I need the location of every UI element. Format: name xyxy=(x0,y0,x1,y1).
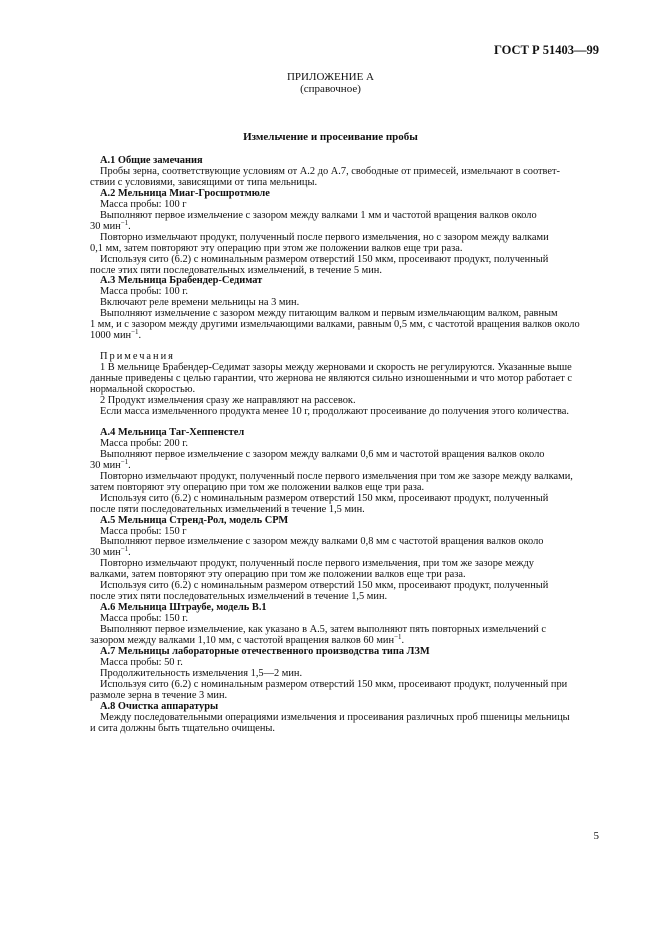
appendix-note: (справочное) xyxy=(300,83,361,95)
a1-text-line2: ствии с условиями, зависящими от типа мельницы. xyxy=(90,176,318,188)
a3-p1-line2: 1 мм, и с зазором между другими измельчающими валками, равным 0,5 мм, с частотой вращения валков около xyxy=(90,319,580,331)
a7-duration: Продолжительность измельчения 1,5—2 мин. xyxy=(100,667,303,679)
a5-p1-line2: 30 мин$^{-1}$. xyxy=(90,545,131,559)
a5-p3-line1: Используя сито (6.2) с номинальным размером отверстий 150 мкм, просеивают продукт, полученный xyxy=(100,580,549,592)
heading-a6: А.6 Мельница Штраубе, модель В.1 xyxy=(100,602,267,614)
document-body xyxy=(90,156,598,735)
a4-p2-line2: затем повторяют эту операцию при том же положении валков еще три раза. xyxy=(90,481,425,493)
a2-p2-line2: 0,1 мм, затем повторяют эту операцию при этом же положении валков еще три раза. xyxy=(90,242,463,254)
a1-text-line1: Пробы зерна, соответствующие условиям от А.2 до А.7, свободные от примесей, измельчают в соответ- xyxy=(100,165,561,177)
a2-p3-line1: Используя сито (6.2) с номинальным размером отверстий 150 мкм, просеивают продукт, полученный xyxy=(100,253,549,265)
a4-p3-line2: после пяти последовательных измельчений в течение 1,5 мин. xyxy=(90,503,365,515)
a6-p1-line1: Выполняют первое измельчение, как указано в А.5, затем выполняют пять повторных измельчений с xyxy=(100,624,546,636)
note1-line3: нормальной скоростью. xyxy=(90,384,196,396)
a7-p1-line2: размоле зерна в течение 3 мин. xyxy=(90,689,228,701)
a4-p1-line2: 30 мин$^{-1}$. xyxy=(90,457,131,471)
note2: 2 Продукт измельчения сразу же направляют на рассевок. xyxy=(100,395,356,407)
a7-p1-line1: Используя сито (6.2) с номинальным размером отверстий 150 мкм, просеивают продукт, полученный при xyxy=(100,678,568,690)
heading-a2: А.2 Мельница Миаг-Гросшротмюле xyxy=(100,187,270,199)
section-title: Измельчение и просеивание пробы xyxy=(243,131,418,143)
a7-mass: Масса пробы: 50 г. xyxy=(100,656,183,668)
heading-a4: А.4 Мельница Таг-Хеппенстел xyxy=(100,426,245,438)
note1-line2: данные приведены с целью гарантии, что жернова не являются сильно изношенными и что мотор работает с xyxy=(90,373,572,385)
heading-a5: А.5 Мельница Стренд-Рол, модель СРМ xyxy=(100,514,289,526)
a6-mass: Масса пробы: 150 г. xyxy=(100,613,188,625)
note1-line1: 1 В мельнице Брабендер-Седимат зазоры между жерновами и скорость не регулируются. Указанные выше xyxy=(100,362,572,374)
page-number: 5 xyxy=(593,830,599,842)
a2-p2-line1: Повторно измельчают продукт, полученный после первого измельчения, но с зазором между валками xyxy=(100,231,549,243)
a6-p1-line2: зазором между валками 1,10 мм, с частотой вращения валков 60 мин$^{-1}$. xyxy=(90,633,405,647)
a5-p1-line1: Выполняют первое измельчение с зазором между валками 0,8 мм с частотой вращения валков около xyxy=(100,536,544,548)
appendix-label: ПРИЛОЖЕНИЕ А xyxy=(286,71,374,83)
a2-p3-line2: после этих пяти последовательных измельчений, в течение 5 мин. xyxy=(90,264,382,276)
a3-relay: Включают реле времени мельницы на 3 мин. xyxy=(100,297,300,309)
a5-mass: Масса пробы: 150 г xyxy=(100,525,187,537)
a5-p3-line2: после этих пяти последовательных измельчений в течение 1,5 мин. xyxy=(90,591,388,603)
a3-p1-line1: Выполняют измельчение с зазором между питающим валком и первым измельчающим валком, равным xyxy=(100,308,558,320)
a4-mass: Масса пробы: 200 г. xyxy=(100,437,188,449)
heading-a3: А.3 Мельница Брабендер-Седимат xyxy=(100,275,263,287)
a2-mass: Масса пробы: 100 г xyxy=(100,198,187,210)
a4-p2-line1: Повторно измельчают продукт, полученный после первого измельчения при том же зазоре между валками, xyxy=(100,470,573,482)
standard-number: ГОСТ Р 51403—99 xyxy=(493,43,599,57)
a5-p2-line2: валками, затем повторяют эту операцию при том же положении валков еще три раза. xyxy=(90,569,466,581)
a5-p2-line1: Повторно измельчают продукт, полученный после первого измельчения, при том же зазоре между xyxy=(100,558,534,570)
heading-a1: А.1 Общие замечания xyxy=(100,155,203,166)
a2-p1-line1: Выполняют первое измельчение с зазором между валками 1 мм и частотой вращения валков около xyxy=(100,209,537,221)
notes-label: Примечания xyxy=(100,351,175,363)
a4-p3-line1: Используя сито (6.2) с номинальным размером отверстий 150 мкм, просеивают продукт, полученный xyxy=(100,492,549,504)
a4-p1-line1: Выполняют первое измельчение с зазором между валками 0,6 мм и частотой вращения валков около xyxy=(100,448,545,460)
a3-mass: Масса пробы: 100 г. xyxy=(100,286,188,298)
a8-p1-line2: и сита должны быть тщательно очищены. xyxy=(90,722,275,734)
heading-a7: А.7 Мельницы лабораторные отечественного производства типа ЛЗМ xyxy=(100,645,430,657)
a3-p1-line3: 1000 мин$^{-1}$. xyxy=(90,328,142,342)
a8-p1-line1: Между последовательными операциями измельчения и просеивания различных проб пшеницы мельницы xyxy=(100,711,570,723)
note3: Если масса измельченного продукта менее 10 г, продолжают просеивание до получения этого количества. xyxy=(100,405,569,417)
a2-p1-line2: 30 мин$^{-1}$. xyxy=(90,218,131,232)
heading-a8: А.8 Очистка аппаратуры xyxy=(100,700,219,712)
